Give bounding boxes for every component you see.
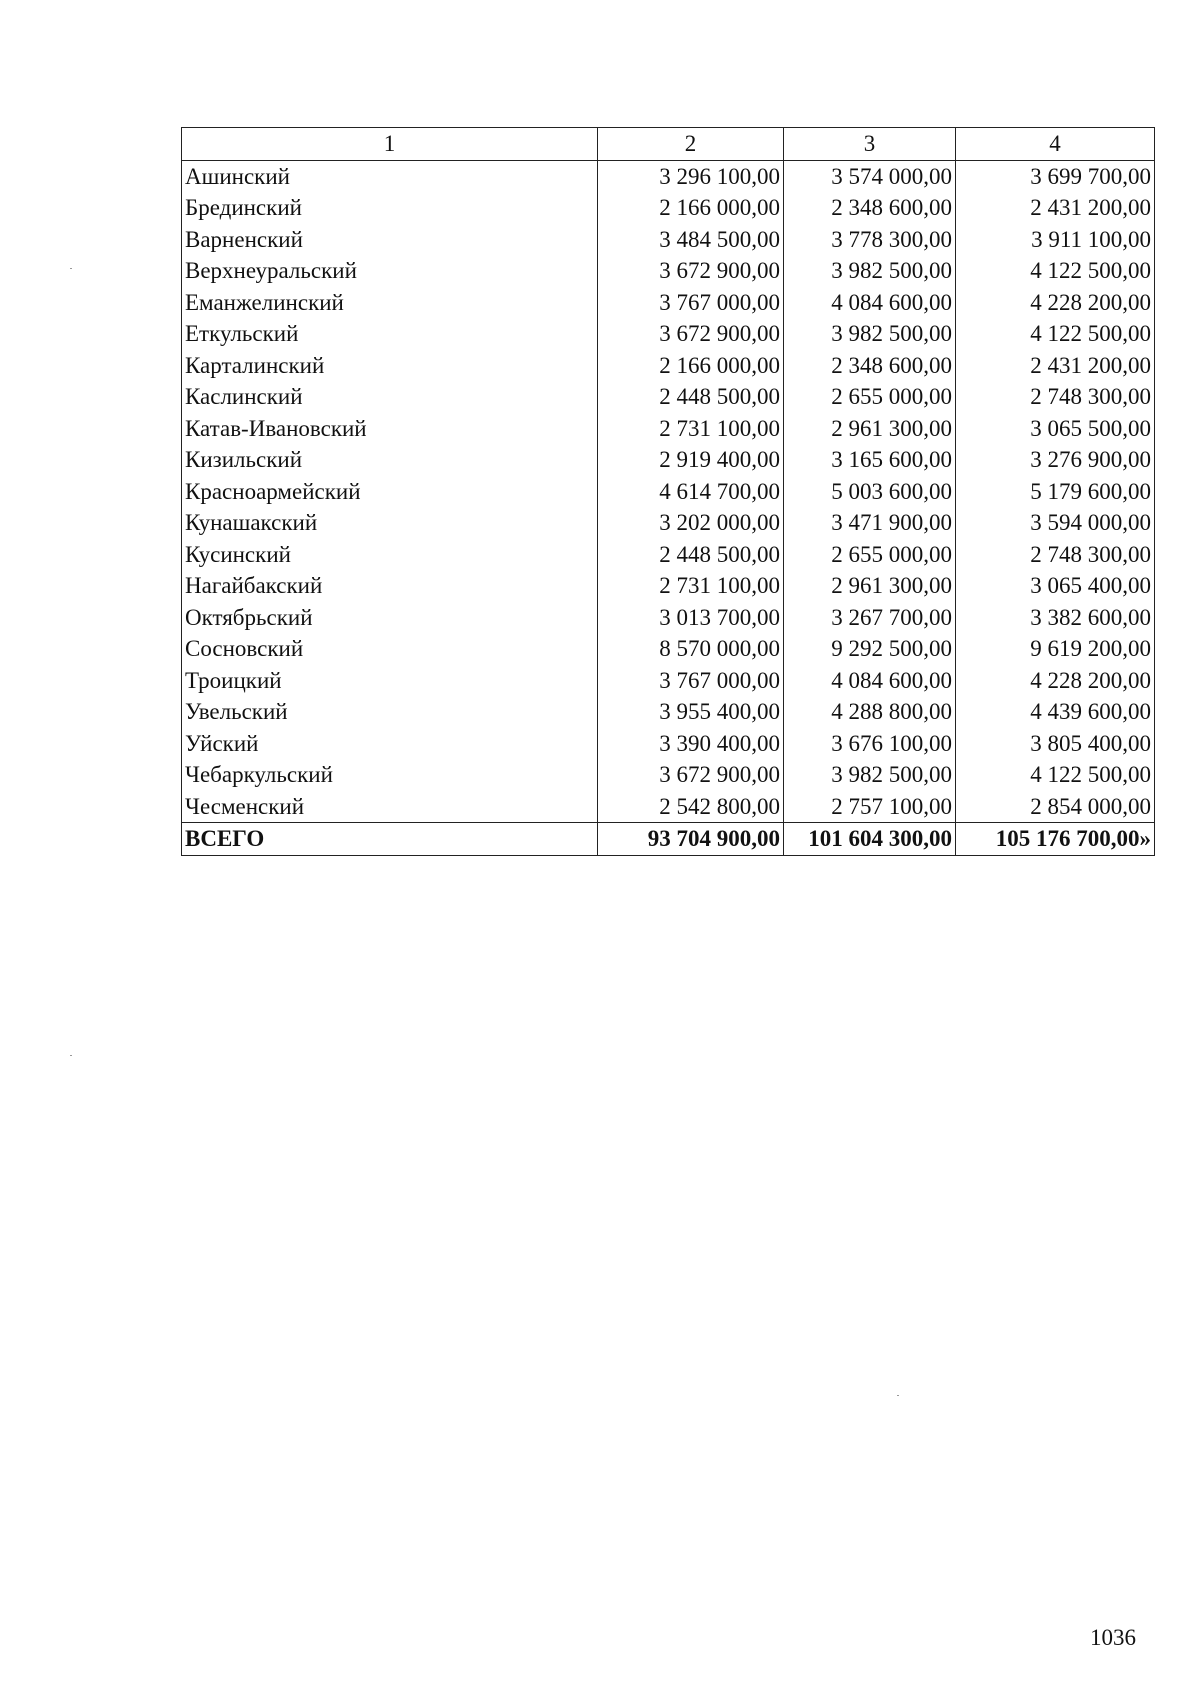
header-row (182, 128, 1155, 161)
district-name-cell: Октябрьский (182, 602, 598, 634)
amount-cell: 4 228 200,00 (956, 665, 1155, 697)
amount-cell: 2 542 800,00 (598, 791, 784, 823)
table-row (182, 224, 1155, 256)
amount-cell: 2 919 400,00 (598, 444, 784, 476)
amount-cell: 3 672 900,00 (598, 255, 784, 287)
budget-table (181, 127, 1155, 856)
scan-speck (897, 1395, 899, 1396)
table-row (182, 633, 1155, 665)
amount-cell: 3 672 900,00 (598, 759, 784, 791)
district-name-cell: Еманжелинский (182, 287, 598, 319)
amount-cell: 4 122 500,00 (956, 759, 1155, 791)
amount-cell: 4 288 800,00 (784, 696, 956, 728)
table-row (182, 350, 1155, 382)
amount-cell: 3 065 400,00 (956, 570, 1155, 602)
table-row (182, 791, 1155, 823)
amount-cell: 3 574 000,00 (784, 160, 956, 192)
total-row (182, 823, 1155, 856)
amount-cell: 2 757 100,00 (784, 791, 956, 823)
total-value: 93 704 900,00 (598, 823, 784, 856)
table-row (182, 444, 1155, 476)
header-cell: 3 (784, 128, 956, 161)
district-name-cell: Сосновский (182, 633, 598, 665)
table-row (182, 255, 1155, 287)
amount-cell: 3 202 000,00 (598, 507, 784, 539)
amount-cell: 3 296 100,00 (598, 160, 784, 192)
page-number: 1036 (1090, 1625, 1136, 1650)
table-row (182, 192, 1155, 224)
district-name-cell: Нагайбакский (182, 570, 598, 602)
amount-cell: 2 961 300,00 (784, 570, 956, 602)
table-row (182, 665, 1155, 697)
table-row (182, 728, 1155, 760)
amount-cell: 3 013 700,00 (598, 602, 784, 634)
table-row (182, 539, 1155, 571)
amount-cell: 3 982 500,00 (784, 255, 956, 287)
amount-cell: 5 179 600,00 (956, 476, 1155, 508)
amount-cell: 4 084 600,00 (784, 665, 956, 697)
table-row (182, 570, 1155, 602)
amount-cell: 2 731 100,00 (598, 413, 784, 445)
district-name-cell: Кунашакский (182, 507, 598, 539)
amount-cell: 3 699 700,00 (956, 160, 1155, 192)
amount-cell: 3 276 900,00 (956, 444, 1155, 476)
amount-cell: 4 084 600,00 (784, 287, 956, 319)
total-value: 101 604 300,00 (784, 823, 956, 856)
amount-cell: 3 382 600,00 (956, 602, 1155, 634)
district-name-cell: Варненский (182, 224, 598, 256)
district-name-cell: Еткульский (182, 318, 598, 350)
table-row (182, 602, 1155, 634)
total-label: ВСЕГО (182, 823, 598, 856)
district-name-cell: Троицкий (182, 665, 598, 697)
table-row (182, 413, 1155, 445)
amount-cell: 2 731 100,00 (598, 570, 784, 602)
amount-cell: 3 484 500,00 (598, 224, 784, 256)
district-name-cell: Чесменский (182, 791, 598, 823)
district-name-cell: Кизильский (182, 444, 598, 476)
amount-cell: 4 614 700,00 (598, 476, 784, 508)
table-row (182, 476, 1155, 508)
header-cell: 4 (956, 128, 1155, 161)
amount-cell: 3 065 500,00 (956, 413, 1155, 445)
amount-cell: 3 767 000,00 (598, 665, 784, 697)
district-name-cell: Катав-Ивановский (182, 413, 598, 445)
amount-cell: 4 122 500,00 (956, 255, 1155, 287)
amount-cell: 2 748 300,00 (956, 381, 1155, 413)
amount-cell: 3 390 400,00 (598, 728, 784, 760)
table-row (182, 507, 1155, 539)
scan-speck (70, 268, 72, 269)
district-name-cell: Брединский (182, 192, 598, 224)
amount-cell: 3 982 500,00 (784, 759, 956, 791)
amount-cell: 2 655 000,00 (784, 381, 956, 413)
scan-speck (70, 1055, 72, 1056)
district-name-cell: Увельский (182, 696, 598, 728)
amount-cell: 2 348 600,00 (784, 192, 956, 224)
amount-cell: 3 267 700,00 (784, 602, 956, 634)
amount-cell: 4 439 600,00 (956, 696, 1155, 728)
district-name-cell: Ашинский (182, 160, 598, 192)
amount-cell: 2 431 200,00 (956, 350, 1155, 382)
amount-cell: 2 448 500,00 (598, 381, 784, 413)
table-row (182, 287, 1155, 319)
amount-cell: 5 003 600,00 (784, 476, 956, 508)
table-row (182, 160, 1155, 192)
amount-cell: 3 767 000,00 (598, 287, 784, 319)
amount-cell: 9 292 500,00 (784, 633, 956, 665)
total-value: 105 176 700,00» (956, 823, 1155, 856)
amount-cell: 4 228 200,00 (956, 287, 1155, 319)
amount-cell: 2 166 000,00 (598, 350, 784, 382)
table-row (182, 759, 1155, 791)
table-row (182, 696, 1155, 728)
amount-cell: 2 748 300,00 (956, 539, 1155, 571)
amount-cell: 3 471 900,00 (784, 507, 956, 539)
amount-cell: 2 348 600,00 (784, 350, 956, 382)
amount-cell: 3 165 600,00 (784, 444, 956, 476)
amount-cell: 4 122 500,00 (956, 318, 1155, 350)
district-name-cell: Кусинский (182, 539, 598, 571)
header-cell: 1 (182, 128, 598, 161)
amount-cell: 3 594 000,00 (956, 507, 1155, 539)
amount-cell: 3 672 900,00 (598, 318, 784, 350)
district-name-cell: Чебаркульский (182, 759, 598, 791)
district-name-cell: Карталинский (182, 350, 598, 382)
amount-cell: 9 619 200,00 (956, 633, 1155, 665)
header-cell: 2 (598, 128, 784, 161)
district-name-cell: Верхнеуральский (182, 255, 598, 287)
district-name-cell: Каслинский (182, 381, 598, 413)
amount-cell: 2 166 000,00 (598, 192, 784, 224)
amount-cell: 3 805 400,00 (956, 728, 1155, 760)
amount-cell: 2 448 500,00 (598, 539, 784, 571)
amount-cell: 2 854 000,00 (956, 791, 1155, 823)
amount-cell: 2 961 300,00 (784, 413, 956, 445)
amount-cell: 3 911 100,00 (956, 224, 1155, 256)
amount-cell: 2 431 200,00 (956, 192, 1155, 224)
amount-cell: 3 955 400,00 (598, 696, 784, 728)
amount-cell: 3 778 300,00 (784, 224, 956, 256)
table-row (182, 318, 1155, 350)
amount-cell: 3 676 100,00 (784, 728, 956, 760)
district-name-cell: Уйский (182, 728, 598, 760)
amount-cell: 8 570 000,00 (598, 633, 784, 665)
district-name-cell: Красноармейский (182, 476, 598, 508)
amount-cell: 2 655 000,00 (784, 539, 956, 571)
table-row (182, 381, 1155, 413)
amount-cell: 3 982 500,00 (784, 318, 956, 350)
